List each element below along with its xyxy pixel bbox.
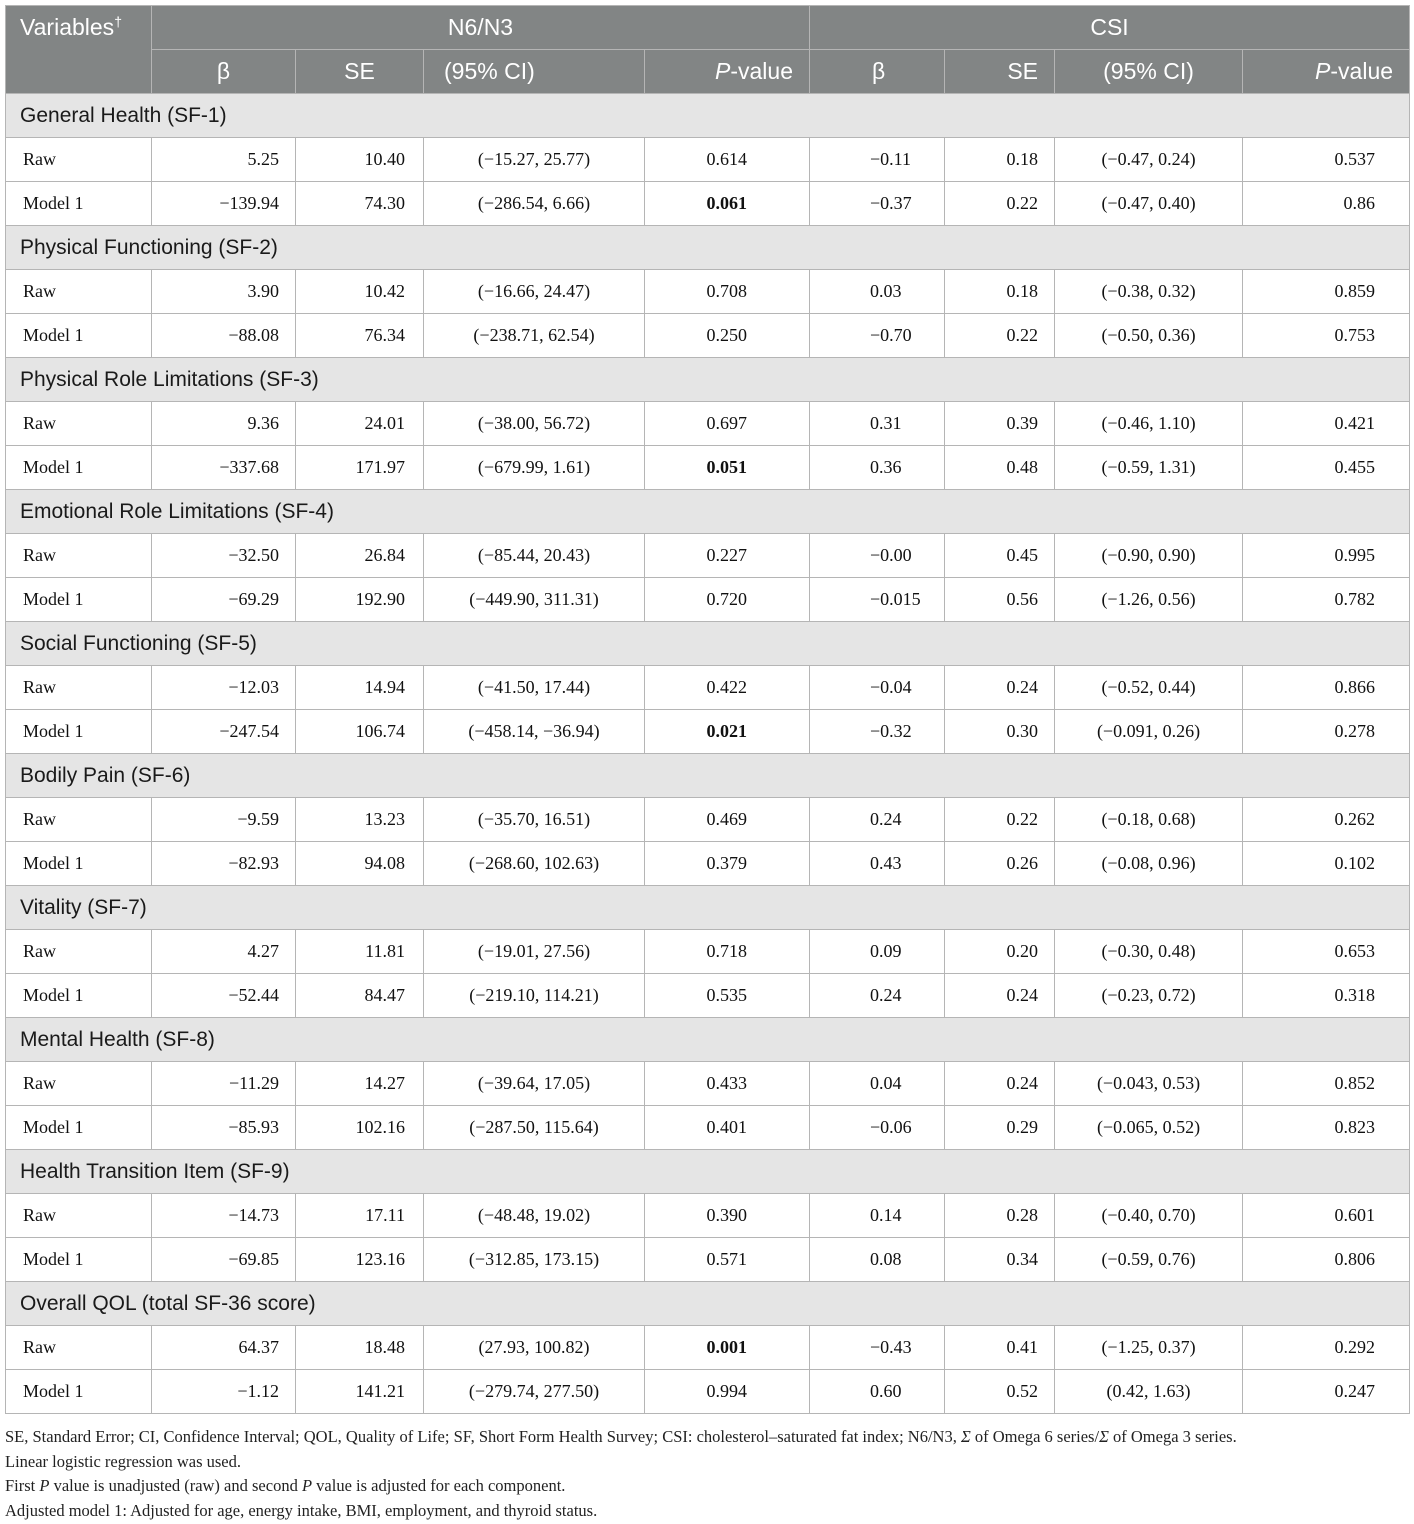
cell-beta-csi: 0.03 — [810, 270, 945, 314]
cell-beta-n6n3: −247.54 — [152, 710, 296, 754]
section-row — [6, 1150, 1410, 1194]
row-label: Raw — [6, 666, 152, 710]
cell-beta-csi: 0.43 — [810, 842, 945, 886]
cell-ci-n6n3: (27.93, 100.82) — [424, 1326, 645, 1370]
cell-beta-n6n3: −337.68 — [152, 446, 296, 490]
cell-p-n6n3: 0.250 — [645, 314, 810, 358]
cell-p-csi: 0.247 — [1243, 1370, 1410, 1414]
section-row — [6, 226, 1410, 270]
cell-ci-n6n3: (−85.44, 20.43) — [424, 534, 645, 578]
cell-ci-n6n3: (−16.66, 24.47) — [424, 270, 645, 314]
cell-se-csi: 0.45 — [945, 534, 1055, 578]
row-label: Raw — [6, 1194, 152, 1238]
cell-beta-csi: 0.36 — [810, 446, 945, 490]
cell-beta-n6n3: −12.03 — [152, 666, 296, 710]
cell-ci-n6n3: (−48.48, 19.02) — [424, 1194, 645, 1238]
cell-p-csi: 0.601 — [1243, 1194, 1410, 1238]
cell-ci-n6n3: (−238.71, 62.54) — [424, 314, 645, 358]
cell-se-csi: 0.48 — [945, 446, 1055, 490]
cell-se-n6n3: 24.01 — [296, 402, 424, 446]
cell-ci-n6n3: (−39.64, 17.05) — [424, 1062, 645, 1106]
cell-p-n6n3: 0.718 — [645, 930, 810, 974]
section-title: Physical Functioning (SF-2) — [6, 226, 1410, 270]
section-title: Physical Role Limitations (SF-3) — [6, 358, 1410, 402]
cell-beta-n6n3: −82.93 — [152, 842, 296, 886]
cell-p-csi: 0.86 — [1243, 182, 1410, 226]
footnote-method: Linear logistic regression was used. — [5, 1451, 241, 1471]
cell-se-csi: 0.22 — [945, 182, 1055, 226]
cell-ci-csi: (−1.26, 0.56) — [1055, 578, 1243, 622]
row-label: Raw — [6, 1326, 152, 1370]
cell-ci-csi: (−0.47, 0.24) — [1055, 138, 1243, 182]
group-header-csi: CSI — [810, 6, 1410, 50]
cell-ci-n6n3: (−35.70, 16.51) — [424, 798, 645, 842]
row-label: Raw — [6, 402, 152, 446]
cell-ci-csi: (−0.23, 0.72) — [1055, 974, 1243, 1018]
cell-ci-n6n3: (−219.10, 114.21) — [424, 974, 645, 1018]
cell-ci-csi: (−0.30, 0.48) — [1055, 930, 1243, 974]
cell-beta-csi: −0.43 — [810, 1326, 945, 1370]
table-row — [6, 798, 1410, 842]
section-title: Bodily Pain (SF-6) — [6, 754, 1410, 798]
results-table — [5, 5, 1410, 1414]
cell-beta-n6n3: 9.36 — [152, 402, 296, 446]
cell-p-n6n3: 0.708 — [645, 270, 810, 314]
cell-beta-csi: −0.70 — [810, 314, 945, 358]
cell-ci-csi: (−0.59, 0.76) — [1055, 1238, 1243, 1282]
cell-p-n6n3: 0.001 — [645, 1326, 810, 1370]
cell-beta-n6n3: 4.27 — [152, 930, 296, 974]
cell-se-csi: 0.29 — [945, 1106, 1055, 1150]
table-row — [6, 842, 1410, 886]
cell-ci-n6n3: (−41.50, 17.44) — [424, 666, 645, 710]
cell-p-n6n3: 0.433 — [645, 1062, 810, 1106]
dagger-mark: † — [114, 13, 122, 30]
cell-ci-csi: (−0.065, 0.52) — [1055, 1106, 1243, 1150]
cell-se-csi: 0.22 — [945, 798, 1055, 842]
cell-se-n6n3: 102.16 — [296, 1106, 424, 1150]
cell-se-csi: 0.20 — [945, 930, 1055, 974]
cell-beta-n6n3: 5.25 — [152, 138, 296, 182]
cell-se-n6n3: 13.23 — [296, 798, 424, 842]
cell-p-csi: 0.653 — [1243, 930, 1410, 974]
table-row — [6, 578, 1410, 622]
cell-ci-csi: (−0.90, 0.90) — [1055, 534, 1243, 578]
cell-beta-n6n3: −1.12 — [152, 1370, 296, 1414]
table-row — [6, 446, 1410, 490]
table-row — [6, 1194, 1410, 1238]
cell-se-n6n3: 141.21 — [296, 1370, 424, 1414]
cell-beta-csi: −0.37 — [810, 182, 945, 226]
cell-se-csi: 0.56 — [945, 578, 1055, 622]
table-row — [6, 270, 1410, 314]
cell-ci-n6n3: (−268.60, 102.63) — [424, 842, 645, 886]
cell-ci-csi: (−0.47, 0.40) — [1055, 182, 1243, 226]
table-row — [6, 666, 1410, 710]
cell-ci-csi: (−0.043, 0.53) — [1055, 1062, 1243, 1106]
cell-beta-n6n3: 3.90 — [152, 270, 296, 314]
cell-ci-csi: (−0.091, 0.26) — [1055, 710, 1243, 754]
cell-ci-n6n3: (−449.90, 311.31) — [424, 578, 645, 622]
cell-ci-csi: (−0.59, 1.31) — [1055, 446, 1243, 490]
section-title: General Health (SF-1) — [6, 94, 1410, 138]
table-row — [6, 138, 1410, 182]
cell-ci-n6n3: (−38.00, 56.72) — [424, 402, 645, 446]
table-row — [6, 930, 1410, 974]
cell-p-n6n3: 0.422 — [645, 666, 810, 710]
cell-beta-n6n3: −139.94 — [152, 182, 296, 226]
cell-se-csi: 0.18 — [945, 270, 1055, 314]
table-row — [6, 1370, 1410, 1414]
cell-beta-csi: 0.04 — [810, 1062, 945, 1106]
row-label: Raw — [6, 798, 152, 842]
section-row — [6, 886, 1410, 930]
cell-p-csi: 0.782 — [1243, 578, 1410, 622]
group-header-n6n3: N6/N3 — [152, 6, 810, 50]
section-row — [6, 622, 1410, 666]
cell-p-n6n3: 0.535 — [645, 974, 810, 1018]
row-label: Model 1 — [6, 1106, 152, 1150]
cell-se-n6n3: 17.11 — [296, 1194, 424, 1238]
cell-se-csi: 0.34 — [945, 1238, 1055, 1282]
cell-ci-n6n3: (−287.50, 115.64) — [424, 1106, 645, 1150]
cell-se-n6n3: 74.30 — [296, 182, 424, 226]
cell-se-csi: 0.18 — [945, 138, 1055, 182]
row-label: Raw — [6, 930, 152, 974]
section-title: Health Transition Item (SF-9) — [6, 1150, 1410, 1194]
col-se-n6n3: SE — [296, 50, 424, 94]
col-beta-n6n3: β — [152, 50, 296, 94]
footnote-abbreviations: SE, Standard Error; CI, Confidence Interval; QOL, Quality of Life; SF, Short Form Health Survey; CSI: cholesterol–saturated fat index; N6/N3, Σ of Omega 6 series/Σ of Omega 3 series. — [5, 1427, 1237, 1446]
cell-ci-csi: (−0.46, 1.10) — [1055, 402, 1243, 446]
col-p-csi: P-value — [1243, 50, 1410, 94]
section-title: Emotional Role Limitations (SF-4) — [6, 490, 1410, 534]
section-title: Vitality (SF-7) — [6, 886, 1410, 930]
section-title: Social Functioning (SF-5) — [6, 622, 1410, 666]
cell-beta-csi: 0.60 — [810, 1370, 945, 1414]
row-label: Raw — [6, 534, 152, 578]
col-beta-csi: β — [810, 50, 945, 94]
cell-p-csi: 0.995 — [1243, 534, 1410, 578]
col-ci-n6n3: (95% CI) — [424, 50, 645, 94]
cell-beta-csi: 0.24 — [810, 974, 945, 1018]
cell-se-csi: 0.24 — [945, 974, 1055, 1018]
row-label: Raw — [6, 270, 152, 314]
cell-se-n6n3: 18.48 — [296, 1326, 424, 1370]
section-row — [6, 358, 1410, 402]
table-row — [6, 1326, 1410, 1370]
footnote-pvalue: First P value is unadjusted (raw) and second P value is adjusted for each component. — [5, 1476, 566, 1495]
cell-se-n6n3: 106.74 — [296, 710, 424, 754]
cell-p-n6n3: 0.469 — [645, 798, 810, 842]
cell-se-csi: 0.24 — [945, 666, 1055, 710]
cell-se-csi: 0.41 — [945, 1326, 1055, 1370]
cell-se-n6n3: 94.08 — [296, 842, 424, 886]
cell-p-csi: 0.262 — [1243, 798, 1410, 842]
section-row — [6, 94, 1410, 138]
table-row — [6, 974, 1410, 1018]
cell-beta-n6n3: −9.59 — [152, 798, 296, 842]
cell-se-n6n3: 76.34 — [296, 314, 424, 358]
cell-se-n6n3: 192.90 — [296, 578, 424, 622]
cell-p-csi: 0.102 — [1243, 842, 1410, 886]
cell-p-n6n3: 0.697 — [645, 402, 810, 446]
cell-p-n6n3: 0.061 — [645, 182, 810, 226]
cell-beta-n6n3: −11.29 — [152, 1062, 296, 1106]
cell-se-n6n3: 171.97 — [296, 446, 424, 490]
cell-p-n6n3: 0.379 — [645, 842, 810, 886]
col-ci-csi: (95% CI) — [1055, 50, 1243, 94]
cell-beta-n6n3: −14.73 — [152, 1194, 296, 1238]
section-row — [6, 1282, 1410, 1326]
cell-beta-n6n3: −69.85 — [152, 1238, 296, 1282]
cell-beta-csi: 0.24 — [810, 798, 945, 842]
table-row — [6, 182, 1410, 226]
row-label: Model 1 — [6, 314, 152, 358]
section-row — [6, 490, 1410, 534]
cell-beta-n6n3: −85.93 — [152, 1106, 296, 1150]
cell-p-csi: 0.859 — [1243, 270, 1410, 314]
cell-beta-n6n3: −69.29 — [152, 578, 296, 622]
table-body — [6, 94, 1410, 1414]
cell-p-n6n3: 0.720 — [645, 578, 810, 622]
cell-p-csi: 0.278 — [1243, 710, 1410, 754]
cell-se-csi: 0.22 — [945, 314, 1055, 358]
cell-ci-n6n3: (−15.27, 25.77) — [424, 138, 645, 182]
cell-p-csi: 0.537 — [1243, 138, 1410, 182]
cell-p-n6n3: 0.390 — [645, 1194, 810, 1238]
row-label: Model 1 — [6, 710, 152, 754]
cell-ci-csi: (−1.25, 0.37) — [1055, 1326, 1243, 1370]
cell-se-n6n3: 84.47 — [296, 974, 424, 1018]
header-row-groups — [6, 6, 1410, 50]
cell-p-csi: 0.866 — [1243, 666, 1410, 710]
cell-p-csi: 0.318 — [1243, 974, 1410, 1018]
cell-p-n6n3: 0.571 — [645, 1238, 810, 1282]
table-row — [6, 1238, 1410, 1282]
cell-beta-csi: −0.11 — [810, 138, 945, 182]
cell-beta-n6n3: −52.44 — [152, 974, 296, 1018]
cell-p-n6n3: 0.614 — [645, 138, 810, 182]
cell-ci-n6n3: (−286.54, 6.66) — [424, 182, 645, 226]
cell-beta-n6n3: 64.37 — [152, 1326, 296, 1370]
cell-se-csi: 0.39 — [945, 402, 1055, 446]
footnote-adjusted-model: Adjusted model 1: Adjusted for age, energy intake, BMI, employment, and thyroid status. — [5, 1500, 598, 1520]
cell-p-n6n3: 0.994 — [645, 1370, 810, 1414]
row-label: Model 1 — [6, 446, 152, 490]
col-se-csi: SE — [945, 50, 1055, 94]
cell-ci-csi: (−0.38, 0.32) — [1055, 270, 1243, 314]
cell-beta-n6n3: −32.50 — [152, 534, 296, 578]
section-title: Overall QOL (total SF-36 score) — [6, 1282, 1410, 1326]
cell-ci-csi: (0.42, 1.63) — [1055, 1370, 1243, 1414]
cell-ci-csi: (−0.50, 0.36) — [1055, 314, 1243, 358]
cell-p-csi: 0.753 — [1243, 314, 1410, 358]
cell-beta-csi: 0.09 — [810, 930, 945, 974]
cell-p-n6n3: 0.051 — [645, 446, 810, 490]
cell-se-csi: 0.26 — [945, 842, 1055, 886]
cell-beta-csi: 0.14 — [810, 1194, 945, 1238]
cell-p-n6n3: 0.021 — [645, 710, 810, 754]
cell-beta-csi: 0.08 — [810, 1238, 945, 1282]
cell-se-n6n3: 10.40 — [296, 138, 424, 182]
table-row — [6, 534, 1410, 578]
cell-se-n6n3: 14.94 — [296, 666, 424, 710]
cell-p-n6n3: 0.227 — [645, 534, 810, 578]
cell-beta-csi: −0.32 — [810, 710, 945, 754]
cell-beta-csi: −0.00 — [810, 534, 945, 578]
cell-se-csi: 0.24 — [945, 1062, 1055, 1106]
cell-p-csi: 0.455 — [1243, 446, 1410, 490]
cell-p-csi: 0.292 — [1243, 1326, 1410, 1370]
cell-beta-csi: −0.06 — [810, 1106, 945, 1150]
cell-se-n6n3: 11.81 — [296, 930, 424, 974]
header-row-columns — [6, 50, 1410, 94]
cell-beta-csi: −0.04 — [810, 666, 945, 710]
cell-se-n6n3: 123.16 — [296, 1238, 424, 1282]
table-footnotes — [5, 1425, 1409, 1523]
cell-ci-csi: (−0.18, 0.68) — [1055, 798, 1243, 842]
cell-se-csi: 0.28 — [945, 1194, 1055, 1238]
row-label: Model 1 — [6, 1370, 152, 1414]
col-p-n6n3: P-value — [645, 50, 810, 94]
cell-p-csi: 0.852 — [1243, 1062, 1410, 1106]
table-row — [6, 710, 1410, 754]
section-title: Mental Health (SF-8) — [6, 1018, 1410, 1062]
row-label: Model 1 — [6, 1238, 152, 1282]
table-row — [6, 314, 1410, 358]
cell-ci-csi: (−0.08, 0.96) — [1055, 842, 1243, 886]
cell-ci-n6n3: (−19.01, 27.56) — [424, 930, 645, 974]
row-label: Model 1 — [6, 974, 152, 1018]
row-label: Model 1 — [6, 182, 152, 226]
section-row — [6, 1018, 1410, 1062]
cell-p-csi: 0.421 — [1243, 402, 1410, 446]
cell-ci-n6n3: (−312.85, 173.15) — [424, 1238, 645, 1282]
table-row — [6, 1062, 1410, 1106]
section-row — [6, 754, 1410, 798]
cell-se-n6n3: 10.42 — [296, 270, 424, 314]
row-label: Model 1 — [6, 578, 152, 622]
cell-ci-csi: (−0.52, 0.44) — [1055, 666, 1243, 710]
cell-se-csi: 0.52 — [945, 1370, 1055, 1414]
cell-ci-n6n3: (−279.74, 277.50) — [424, 1370, 645, 1414]
row-label: Raw — [6, 138, 152, 182]
cell-se-n6n3: 14.27 — [296, 1062, 424, 1106]
cell-ci-n6n3: (−679.99, 1.61) — [424, 446, 645, 490]
cell-ci-n6n3: (−458.14, −36.94) — [424, 710, 645, 754]
cell-beta-csi: −0.015 — [810, 578, 945, 622]
cell-ci-csi: (−0.40, 0.70) — [1055, 1194, 1243, 1238]
row-label: Raw — [6, 1062, 152, 1106]
cell-se-n6n3: 26.84 — [296, 534, 424, 578]
row-label: Model 1 — [6, 842, 152, 886]
cell-p-n6n3: 0.401 — [645, 1106, 810, 1150]
cell-p-csi: 0.823 — [1243, 1106, 1410, 1150]
cell-beta-n6n3: −88.08 — [152, 314, 296, 358]
table-row — [6, 402, 1410, 446]
table-row — [6, 1106, 1410, 1150]
cell-p-csi: 0.806 — [1243, 1238, 1410, 1282]
cell-se-csi: 0.30 — [945, 710, 1055, 754]
cell-beta-csi: 0.31 — [810, 402, 945, 446]
variables-header: Variables† — [6, 6, 152, 94]
